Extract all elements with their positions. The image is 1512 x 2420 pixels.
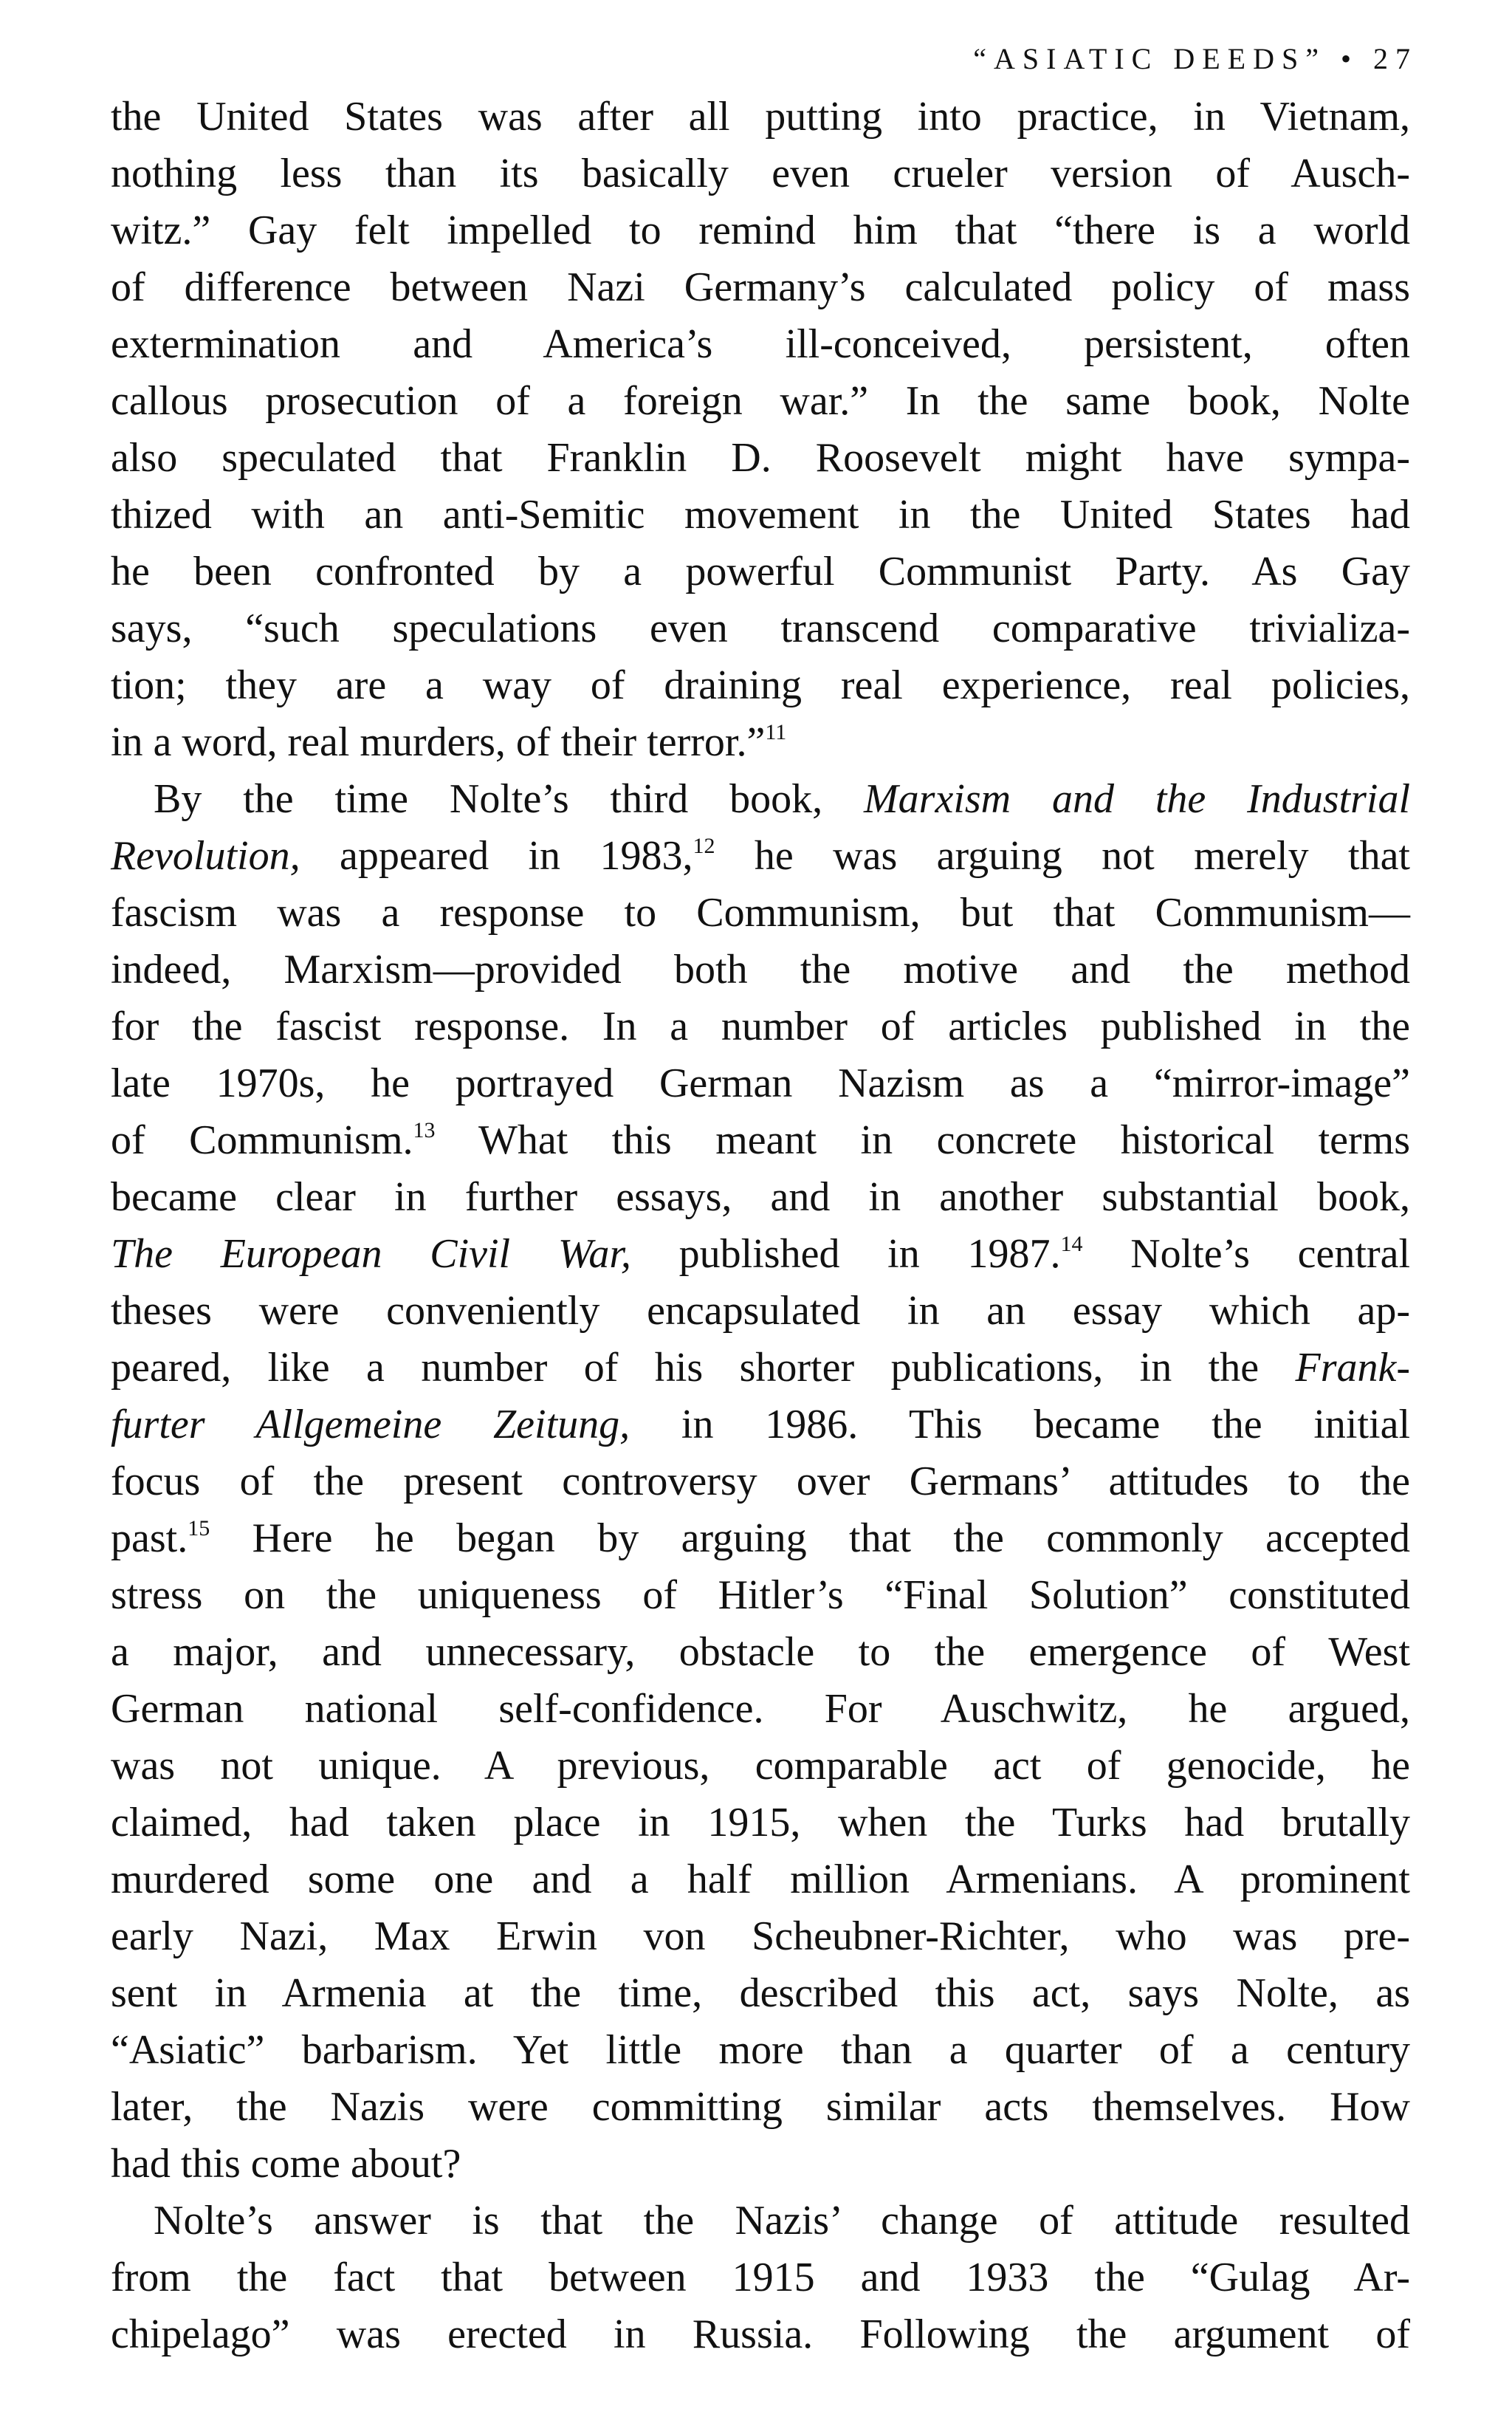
book-page xyxy=(111,37,1418,2363)
text-line: claimed, had taken place in 1915, when the Turks had brutally xyxy=(111,1800,1410,1845)
page-number: 27 xyxy=(1373,42,1418,75)
line-text: appeared in 1983, xyxy=(340,833,693,879)
line-text: in a word, real murders, of their terror.” xyxy=(111,719,766,765)
text-line: sent in Armenia at the time, described this act, says Nolte, as xyxy=(111,1970,1410,2016)
line-text: published in 1987. xyxy=(678,1231,1061,1277)
text-line: the United States was after all putting into practice, in Vietnam, xyxy=(111,94,1410,140)
text-line xyxy=(111,828,1410,885)
text-line: early Nazi, Max Erwin von Scheubner-Richter, who was pre- xyxy=(111,1913,1410,1959)
text-line: also speculated that Franklin D. Roosevelt might have sympa- xyxy=(111,435,1410,481)
text-line: German national self-confidence. For Auschwitz, he argued, xyxy=(111,1686,1410,1732)
text-line: witz.” Gay felt impelled to remind him that “there is a world xyxy=(111,208,1410,253)
text-line: for the fascist response. In a number of articles published in the xyxy=(111,1004,1410,1049)
text-line: from the fact that between 1915 and 1933 the “Gulag Ar- xyxy=(111,2255,1410,2300)
text-line: chipelago” was erected in Russia. Following the argument of xyxy=(111,2311,1410,2357)
running-title: “ASIATIC DEEDS” xyxy=(973,42,1326,75)
separator-bullet: • xyxy=(1340,42,1358,75)
text-line: indeed, Marxism—provided both the motive and the method xyxy=(111,947,1410,993)
text-line: fascism was a response to Communism, but that Communism— xyxy=(111,890,1410,936)
line-text: By the time Nolte’s third book, xyxy=(154,776,823,822)
text-line: extermination and America’s ill-conceived, persistent, often xyxy=(111,321,1410,367)
line-text: he was arguing not merely that xyxy=(754,833,1410,879)
text-line xyxy=(111,1510,1410,1567)
text-line: he been confronted by a powerful Communist Party. As Gay xyxy=(111,549,1410,594)
text-line xyxy=(111,1396,1410,1453)
text-line: “Asiatic” barbarism. Yet little more than a quarter of a century xyxy=(111,2027,1410,2073)
text-line: theses were conveniently encapsulated in an essay which ap- xyxy=(111,1288,1410,1334)
body-text xyxy=(111,89,1410,2363)
book-title: Marxism and the Industrial xyxy=(864,776,1411,822)
text-line: of difference between Nazi Germany’s calculated policy of mass xyxy=(111,264,1410,310)
footnote-ref: 11 xyxy=(765,720,787,744)
line-text: peared, like a number of his shorter publications, in the xyxy=(111,1345,1260,1391)
text-line: tion; they are a way of draining real experience, real policies, xyxy=(111,662,1410,708)
text-line: later, the Nazis were committing similar acts themselves. How xyxy=(111,2084,1410,2130)
footnote-ref: 14 xyxy=(1060,1232,1083,1256)
text-line: became clear in further essays, and in another substantial book, xyxy=(111,1174,1410,1220)
text-line: murdered some one and a half million Armenians. A prominent xyxy=(111,1857,1410,1902)
text-line: had this come about? xyxy=(111,2141,461,2187)
text-line: late 1970s, he portrayed German Nazism as a “mirror-image” xyxy=(111,1060,1410,1106)
footnote-ref: 13 xyxy=(413,1118,436,1142)
text-line xyxy=(111,1112,1410,1169)
text-line xyxy=(111,1226,1410,1283)
line-text: What this meant in concrete historical terms xyxy=(478,1117,1410,1163)
text-line: thized with an anti-Semitic movement in the United States had xyxy=(111,492,1410,538)
newspaper-title: Frank- xyxy=(1295,1345,1410,1391)
text-line: was not unique. A previous, comparable act of genocide, he xyxy=(111,1743,1410,1789)
text-line: focus of the present controversy over Germans’ attitudes to the xyxy=(111,1458,1410,1504)
text-line: a major, and unnecessary, obstacle to the emergence of West xyxy=(111,1629,1410,1675)
book-title: Revolution, xyxy=(111,833,300,879)
text-line: nothing less than its basically even crueler version of Ausch- xyxy=(111,151,1410,196)
text-line: Nolte’s answer is that the Nazis’ change of attitude resulted xyxy=(154,2198,1410,2244)
line-text: of Communism. xyxy=(111,1117,413,1163)
text-line xyxy=(111,1340,1410,1396)
line-text: Here he began by arguing that the commonly accepted xyxy=(252,1515,1411,1561)
text-line: says, “such speculations even transcend comparative trivializa- xyxy=(111,606,1410,651)
line-text: past. xyxy=(111,1515,188,1561)
line-text: Nolte’s central xyxy=(1130,1231,1411,1277)
footnote-ref: 12 xyxy=(693,834,715,858)
text-line: callous prosecution of a foreign war.” In the same book, Nolte xyxy=(111,378,1410,424)
text-line xyxy=(111,771,1410,828)
text-line: stress on the uniqueness of Hitler’s “Final Solution” constituted xyxy=(111,1572,1410,1618)
running-head xyxy=(111,37,1418,89)
line-text: in 1986. This became the initial xyxy=(681,1402,1410,1447)
book-title: The European Civil War, xyxy=(111,1231,631,1277)
text-line xyxy=(111,714,1410,771)
footnote-ref: 15 xyxy=(188,1516,210,1540)
newspaper-title: furter Allgemeine Zeitung, xyxy=(111,1402,630,1447)
